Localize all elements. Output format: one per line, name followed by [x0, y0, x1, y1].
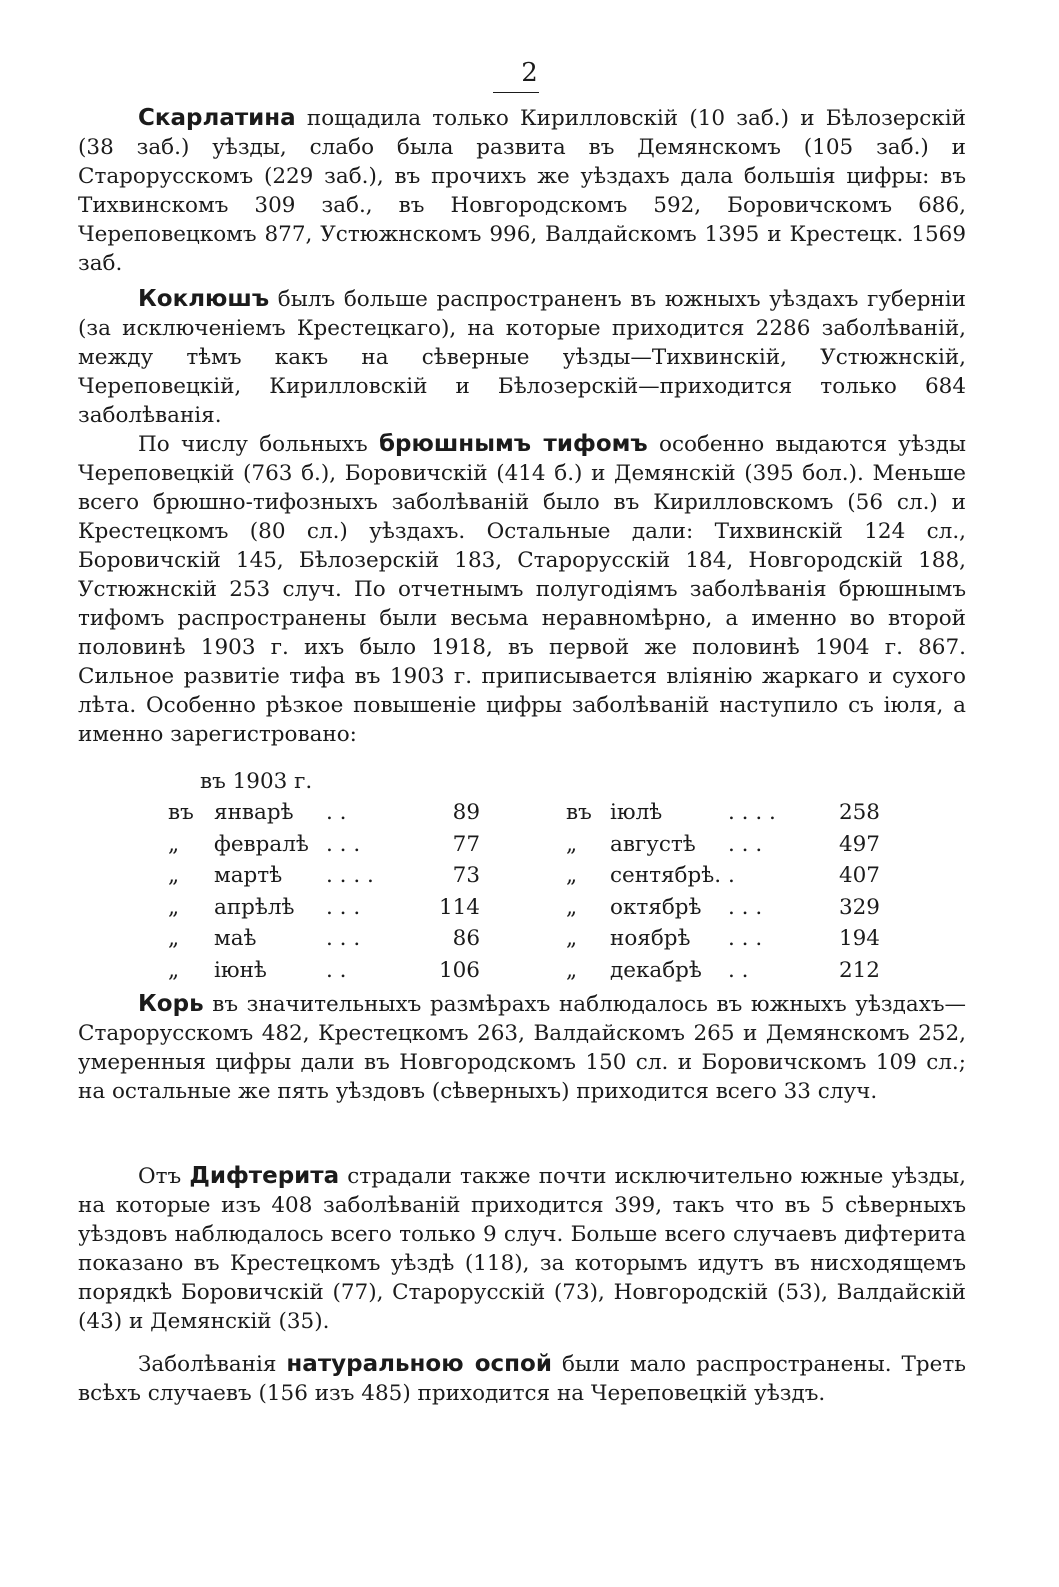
case-count-left: 114	[438, 894, 480, 920]
leader-dots-left: . . .	[326, 894, 361, 920]
row-prefix-right: „	[566, 957, 578, 983]
case-count-right: 212	[838, 957, 880, 983]
leader-dots-right: .	[728, 863, 735, 888]
month-label-right: сентябрѣ.	[610, 863, 722, 888]
table-row	[168, 798, 908, 830]
row-prefix-left: „	[168, 894, 180, 920]
paragraph-text: пощадила только Кирилловскій (10 заб.) и Бѣлозерскій (38 заб.) уѣзды, слабо была развита въ Демянскомъ (105 заб.) и Старорусскомъ (229 заб.), въ прочихъ же уѣздахъ дала большія цифры: въ Тихвинскомъ 309 заб., въ Новгородскомъ 592, Боровичскомъ 686, Череповецкомъ 877, Устюжнскомъ 996, Валдайскомъ 1395 и Крестецк. 1569 заб.	[78, 106, 966, 276]
leader-dots-left: . .	[326, 957, 347, 983]
paragraph-lead: Отъ	[138, 1164, 190, 1189]
month-label-left: апрѣлѣ	[214, 894, 295, 920]
leader-dots-left: . .	[326, 800, 347, 825]
case-count-right: 329	[838, 894, 880, 920]
leader-dots-right: . . .	[728, 831, 763, 857]
leader-dots-right: . .	[728, 957, 749, 983]
month-label-right: августѣ	[610, 831, 696, 857]
row-prefix-left: „	[168, 863, 180, 888]
row-prefix-right: „	[566, 894, 578, 920]
paragraph-text: были мало распространены. Треть всѣхъ случаевъ (156 изъ 485) приходится на Череповецкій уѣздъ.	[78, 1352, 966, 1406]
paragraph-text: въ значительныхъ размѣрахъ наблюдалось въ южныхъ уѣздахъ—Старорусскомъ 482, Крестецкомъ 263, Валдайскомъ 265 и Демянскомъ 252, умеренныя цифры дали въ Новгородскомъ 150 сл. и Боровичскомъ 109 сл.; на остальные же пять уѣздовъ (сѣверныхъ) приходится всего 33 случ.	[78, 992, 966, 1104]
leader-dots-right: . . . .	[728, 800, 776, 825]
paragraph-lead: Заболѣванія	[138, 1352, 287, 1377]
row-prefix-right: „	[566, 831, 578, 857]
row-prefix-left: въ	[168, 800, 194, 825]
paragraph-diphtheria	[78, 1162, 966, 1336]
month-label-left: мартѣ	[214, 863, 283, 888]
table-row	[168, 861, 908, 893]
row-prefix-right: въ	[566, 800, 592, 825]
leader-dots-left: . . .	[326, 831, 361, 857]
month-label-left: маѣ	[214, 926, 257, 951]
case-count-right: 497	[838, 831, 880, 857]
row-prefix-left: „	[168, 926, 180, 951]
table-caption: въ 1903 г.	[200, 769, 313, 794]
page-number-rule	[493, 92, 539, 93]
case-count-left: 106	[438, 957, 480, 983]
case-count-right: 258	[838, 800, 880, 825]
month-label-right: іюлѣ	[610, 800, 663, 825]
keyword-typhoid: брюшнымъ тифомъ	[379, 431, 648, 457]
paragraph-smallpox	[78, 1350, 966, 1408]
case-count-left: 77	[452, 831, 480, 857]
case-count-left: 73	[452, 863, 480, 888]
paragraph-measles	[78, 990, 966, 1106]
row-prefix-right: „	[566, 863, 578, 888]
keyword-smallpox: натуральною оспой	[286, 1351, 552, 1377]
keyword-scarlatina: Скарлатина	[138, 105, 296, 131]
keyword-diphtheria: Дифтерита	[189, 1163, 340, 1189]
case-count-left: 86	[452, 926, 480, 951]
month-label-left: іюнѣ	[214, 957, 267, 983]
leader-dots-left: . . . .	[326, 863, 374, 888]
case-count-right: 194	[838, 926, 880, 951]
paragraph-pertussis	[78, 285, 966, 430]
month-label-left: февралѣ	[214, 831, 309, 857]
row-prefix-right: „	[566, 926, 578, 951]
table-row	[168, 830, 908, 862]
table-row	[168, 956, 908, 988]
paragraph-lead: По числу больныхъ	[138, 432, 379, 457]
table-row	[168, 924, 908, 956]
paragraph-text: былъ больше распространенъ въ южныхъ уѣздахъ губерніи (за исключеніемъ Крестецкаго), на которые приходится 2286 заболѣваній, между тѣмъ какъ на сѣверные уѣзды—Тихвинскій, Устюжнскій, Череповецкій, Кирилловскій и Бѣлозерскій—приходится только 684 заболѣванія.	[78, 287, 966, 428]
keyword-measles: Корь	[138, 991, 204, 1017]
page-number: 2	[521, 58, 538, 88]
leader-dots-right: . . .	[728, 894, 763, 920]
keyword-pertussis: Коклюшъ	[138, 286, 270, 312]
case-count-right: 407	[838, 863, 880, 888]
paragraph-scarlatina	[78, 104, 966, 278]
paragraph-text: особенно выдаются уѣзды Череповецкій (763 б.), Боровичскій (414 б.) и Демянскій (395 бол.). Меньше всего брюшно-тифозныхъ заболѣваній было въ Кирилловскомъ (56 сл.) и Крестецкомъ (80 сл.) уѣздахъ. Остальные дали: Тихвинскій 124 сл., Боровичскій 145, Бѣлозерскій 183, Старорусскій 184, Новгородскій 188, Устюжнскій 253 случ. По отчетнымъ полугодіямъ заболѣванія брюшнымъ тифомъ распространены были весьма неравномѣрно, а именно во второй половинѣ 1903 г. ихъ было 1918, въ первой же половинѣ 1904 г. 867. Сильное развитіе тифа въ 1903 г. приписывается вліянію жаркаго и сухого лѣта. Особенно рѣзкое повышеніе цифры заболѣваній наступило съ іюля, а именно зарегистровано:	[78, 432, 967, 747]
month-label-right: декабрѣ	[610, 957, 702, 983]
monthly-cases-table	[168, 798, 908, 987]
row-prefix-left: „	[168, 957, 180, 983]
month-label-right: октябрѣ	[610, 894, 702, 920]
table-row	[168, 893, 908, 925]
paragraph-typhoid	[78, 430, 966, 749]
case-count-left: 89	[452, 800, 480, 825]
paragraph-text: страдали также почти исключительно южные уѣзды, на которые изъ 408 заболѣваній приходится 399, такъ что въ 5 сѣверныхъ уѣздовъ наблюдалось всего только 9 случ. Больше всего случаевъ дифтерита показано въ Крестецкомъ уѣздѣ (118), за которымъ идутъ въ нисходящемъ порядкѣ Боровичскій (77), Старорусскій (73), Новгородскій (53), Валдайскій (43) и Демянскій (35).	[78, 1164, 966, 1334]
month-label-right: ноябрѣ	[610, 926, 691, 951]
leader-dots-left: . . .	[326, 926, 361, 951]
month-label-left: январѣ	[214, 800, 294, 825]
leader-dots-right: . . .	[728, 926, 763, 951]
row-prefix-left: „	[168, 831, 180, 857]
